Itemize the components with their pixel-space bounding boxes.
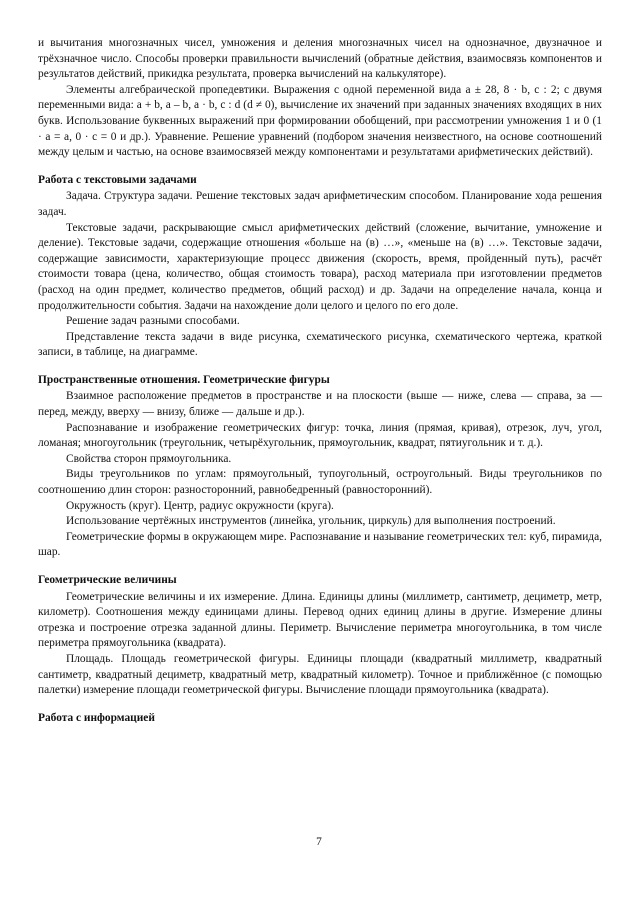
document-page xyxy=(38,36,602,727)
section-heading-text-tasks: Работа с текстовыми задачами xyxy=(38,173,197,186)
section-heading-spatial-relations: Пространственные отношения. Геометрические фигуры xyxy=(38,373,330,386)
intro-paragraph-2: Элементы алгебраической пропедевтики. Выражения с одной переменной вида a ± 28, 8 · b, c : 2; с двумя переменными вида: a + b, a – b, a · b, c : d (d ≠ 0), вычисление их значений при заданных значениях входящих в них букв. Использование буквенных выражений при формировании обобщений, при рассмотрении умножения 1 и 0 (1 · a = a, 0 · c = 0 и др.). Уравнение. Решение уравнений (подбором значения неизвестного, на основе соотношений между целым и частью, на основе взаимосвязей между компонентами и результатами арифметических действий). xyxy=(38,83,602,159)
section-2-paragraph-5: Окружность (круг). Центр, радиус окружности (круга). xyxy=(66,499,334,512)
section-1-paragraph-1: Задача. Структура задачи. Решение текстовых задач арифметическим способом. Планирование хода решения задач. xyxy=(38,190,602,218)
section-2-paragraph-3: Свойства сторон прямоугольника. xyxy=(66,452,232,465)
section-3-paragraph-1: Геометрические величины и их измерение. Длина. Единицы длины (миллиметр, сантиметр, дециметр, метр, километр). Соотношения между единицами длины. Перевод одних единиц длины в другие. Измерение длины отрезка и построение отрезка заданной длины. Периметр. Вычисление периметра многоугольника, в том числе периметра прямоугольника (квадрата). xyxy=(38,590,602,650)
section-2-paragraph-6: Использование чертёжных инструментов (линейка, угольник, циркуль) для выполнения построений. xyxy=(66,515,556,528)
section-heading-geometric-quantities: Геометрические величины xyxy=(38,574,177,586)
section-1-paragraph-4: Представление текста задачи в виде рисунка, схематического рисунка, схематического чертежа, краткой записи, в таблице, на диаграмме. xyxy=(38,330,602,359)
section-2-paragraph-7: Геометрические формы в окружающем мире. Распознавание и называние геометрических тел: куб, пирамида, шар. xyxy=(38,530,602,559)
section-3-paragraph-2: Площадь. Площадь геометрической фигуры. Единицы площади (квадратный миллиметр, квадратный сантиметр, квадратный дециметр, квадратный метр, квадратный километр). Точное и приближённое (с помощью палетки) измерение площади геометрической фигуры. Вычисление площади прямоугольника (квадрата). xyxy=(38,652,602,697)
section-2-paragraph-4: Виды треугольников по углам: прямоугольный, тупоугольный, остроугольный. Виды треугольников по соотношению длин сторон: разносторонний, равнобедренный (равносторонний). xyxy=(38,468,602,497)
section-2-paragraph-1: Взаимное расположение предметов в пространстве и на плоскости (выше — ниже, слева — справа, за — перед, между, вверху — внизу, ближе — дальше и др.). xyxy=(38,390,602,419)
section-1-paragraph-3: Решение задач разными способами. xyxy=(66,315,240,328)
section-heading-working-with-information: Работа с информацией xyxy=(38,711,155,724)
page-number: 7 xyxy=(316,836,322,848)
intro-paragraph-1: и вычитания многозначных чисел, умножения и деления многозначных чисел на однозначное, двузначное и трёхзначное число. Способы проверки правильности вычислений (обратные действия, взаимосвязь компонентов и результатов действий, прикидка результата, проверка вычислений на калькуляторе). xyxy=(38,37,602,81)
section-1-paragraph-2: Текстовые задачи, раскрывающие смысл арифметических действий (сложение, вычитание, умножение и деление). Текстовые задачи, содержащие отношения «больше на (в) …», «меньше на (в) …». Текстовые задачи, содержащие зависимости, характеризующие процесс движения (скорость, время, пройденный путь), расчёт стоимости товара (цена, количество, общая стоимость товара), расход материала при изготовлении предметов (расход на один предмет, количество предметов, общий расход) и др. Задачи на определение начала, конца и продолжительности события. Задачи на нахождение доли целого и целого по его доле. xyxy=(38,221,602,312)
section-2-paragraph-2: Распознавание и изображение геометрических фигур: точка, линия (прямая, кривая), отрезок, луч, угол, ломаная; многоугольник (треугольник, четырёхугольник, прямоугольник, квадрат, пятиугольник и т. д.). xyxy=(38,421,602,450)
